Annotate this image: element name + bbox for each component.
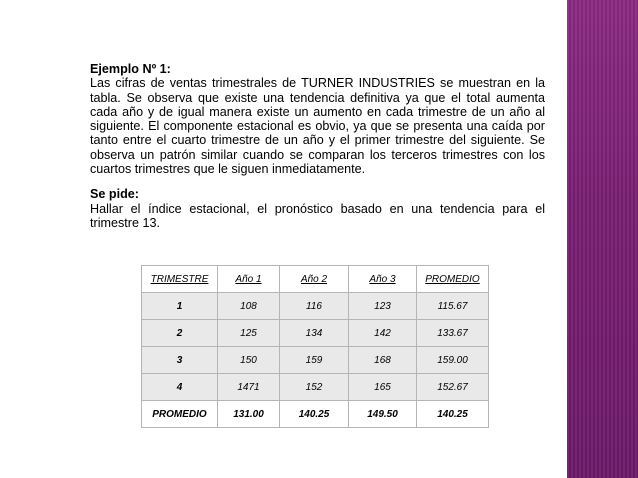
header-ano-2: Año 2 xyxy=(280,266,349,293)
value-cell: 108 xyxy=(218,293,280,320)
footer-average-ano-1: 131.00 xyxy=(218,401,280,428)
footer-label: PROMEDIO xyxy=(142,401,218,428)
table-row xyxy=(142,347,489,374)
value-cell: 165 xyxy=(349,374,417,401)
value-cell: 142 xyxy=(349,320,417,347)
value-cell: 134 xyxy=(280,320,349,347)
sales-table xyxy=(141,265,489,428)
example-heading: Ejemplo Nº 1: xyxy=(90,62,171,76)
header-promedio: PROMEDIO xyxy=(417,266,489,293)
average-cell: 159.00 xyxy=(417,347,489,374)
value-cell: 152 xyxy=(280,374,349,401)
value-cell: 159 xyxy=(280,347,349,374)
table-row xyxy=(142,374,489,401)
problem-statement: Las cifras de ventas trimestrales de TURNER INDUSTRIES se muestran en la tabla. Se observa que existe una tendencia definitiva ya que el total aumenta cada año y de igual manera existe un aumento en cada trimestre de un año al siguiente. El componente estacional es obvio, ya que se presenta una caída por tanto entre el cuarto trimestre de un año y el primer trimestre del siguiente. Se observa un patrón similar cuando se comparan los terceros trimestres con los cuartos trimestres que le siguen inmediatamente. xyxy=(90,76,545,177)
quarter-cell: 2 xyxy=(142,320,218,347)
quarter-cell: 3 xyxy=(142,347,218,374)
header-ano-1: Año 1 xyxy=(218,266,280,293)
footer-overall-average: 140.25 xyxy=(417,401,489,428)
table-row xyxy=(142,293,489,320)
quarter-cell: 4 xyxy=(142,374,218,401)
table-header-row xyxy=(142,266,489,293)
task-statement: Hallar el índice estacional, el pronóstico basado en una tendencia para el trimestre 13. xyxy=(90,201,545,230)
value-cell: 116 xyxy=(280,293,349,320)
task-heading: Se pide: xyxy=(90,187,139,202)
value-cell: 125 xyxy=(218,320,280,347)
value-cell: 168 xyxy=(349,347,417,374)
quarter-cell: 1 xyxy=(142,293,218,320)
decorative-side-band xyxy=(567,0,638,478)
average-cell: 115.67 xyxy=(417,293,489,320)
slide-content xyxy=(90,62,545,230)
value-cell: 1471 xyxy=(218,374,280,401)
header-trimestre: TRIMESTRE xyxy=(142,266,218,293)
footer-average-ano-2: 140.25 xyxy=(280,401,349,428)
value-cell: 150 xyxy=(218,347,280,374)
header-ano-3: Año 3 xyxy=(349,266,417,293)
average-cell: 133.67 xyxy=(417,320,489,347)
average-cell: 152.67 xyxy=(417,374,489,401)
table-row xyxy=(142,320,489,347)
value-cell: 123 xyxy=(349,293,417,320)
footer-average-ano-3: 149.50 xyxy=(349,401,417,428)
table-footer-row xyxy=(142,401,489,428)
